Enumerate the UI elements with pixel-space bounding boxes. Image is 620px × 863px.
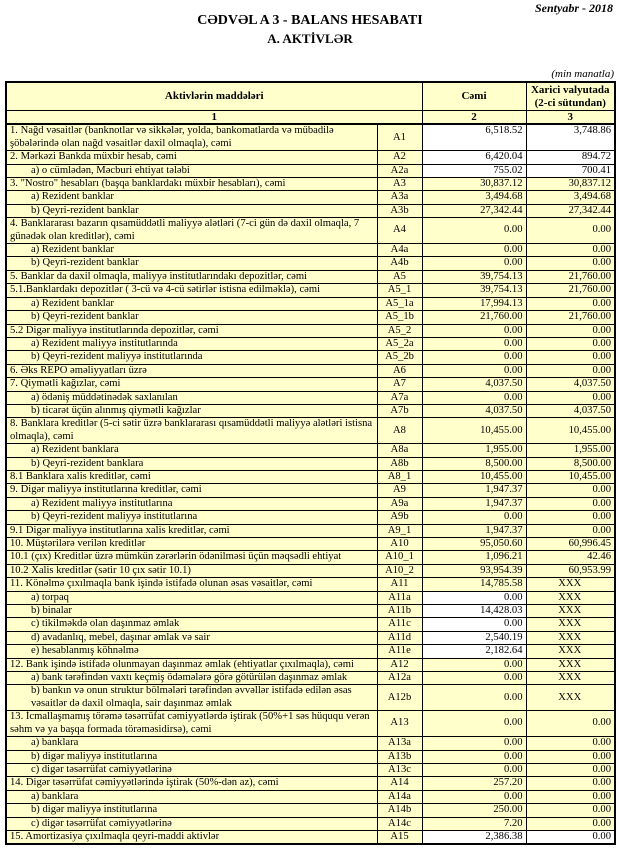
item-label-cell: 4. Banklararası bazarın qısamüddətli maliyyə alətləri (7-ci gün də daxil olmaqla, 7 günədək olan kreditlər), cəmi	[6, 218, 377, 244]
total-value-cell: 95,050.60	[422, 538, 526, 551]
table-row	[6, 551, 615, 564]
total-value-cell: 6,518.52	[422, 124, 526, 150]
total-value-cell: 2,386.38	[422, 830, 526, 844]
item-code-cell: A11	[377, 578, 422, 591]
item-code-cell: A13a	[377, 737, 422, 750]
item-label-cell: 3. "Nostro" hesabları (başqa banklardakı müxbir hesabları), cəmi	[6, 178, 377, 191]
table-row	[6, 830, 615, 844]
table-row	[6, 191, 615, 204]
foreign-value-cell: 0.00	[526, 218, 615, 244]
foreign-value-cell: 21,760.00	[526, 311, 615, 324]
foreign-value-cell: XXX	[526, 672, 615, 685]
item-code-cell: A7	[377, 378, 422, 391]
item-label-cell: b) digər maliyyə institutlarına	[6, 804, 377, 817]
header-foreign-label	[526, 82, 615, 111]
total-value-cell: 0.00	[422, 618, 526, 631]
foreign-value-cell: 10,455.00	[526, 418, 615, 444]
table-row	[6, 204, 615, 217]
foreign-value-cell: 0.00	[526, 804, 615, 817]
item-label-cell: 8.1 Banklara xalis kreditlər, cəmi	[6, 470, 377, 483]
item-code-cell: A14c	[377, 817, 422, 830]
item-label-cell: a) ödəniş müddətinədək saxlanılan	[6, 391, 377, 404]
table-row	[6, 364, 615, 377]
total-value-cell: 3,494.68	[422, 191, 526, 204]
item-label-cell: a) Rezident banklar	[6, 297, 377, 310]
item-label-cell: a) banklara	[6, 737, 377, 750]
item-code-cell: A10_1	[377, 551, 422, 564]
total-value-cell: 0.00	[422, 257, 526, 270]
table-row	[6, 672, 615, 685]
table-row	[6, 763, 615, 776]
item-label-cell: c) tikilməkdə olan daşınmaz əmlak	[6, 618, 377, 631]
total-value-cell: 0.00	[422, 790, 526, 803]
foreign-value-cell: XXX	[526, 605, 615, 618]
foreign-value-cell: 0.00	[526, 711, 615, 737]
item-label-cell: d) avadanlıq, mebel, daşınar əmlak və sair	[6, 631, 377, 644]
foreign-value-cell: 0.00	[526, 777, 615, 790]
foreign-value-cell: 1,955.00	[526, 444, 615, 457]
header-items-label: Aktivlərin maddələri	[6, 82, 422, 111]
item-code-cell: A4a	[377, 244, 422, 257]
item-code-cell: A8b	[377, 457, 422, 470]
total-value-cell: 250.00	[422, 804, 526, 817]
foreign-value-cell: 0.00	[526, 524, 615, 537]
item-label-cell: 2. Mərkəzi Bankda müxbir hesab, cəmi	[6, 151, 377, 164]
foreign-value-cell: XXX	[526, 645, 615, 658]
title-block	[0, 0, 620, 47]
table-row	[6, 244, 615, 257]
foreign-value-cell: 0.00	[526, 364, 615, 377]
total-value-cell: 14,428.03	[422, 605, 526, 618]
item-code-cell: A2	[377, 151, 422, 164]
item-code-cell: A11b	[377, 605, 422, 618]
table-row	[6, 444, 615, 457]
total-value-cell: 0.00	[422, 591, 526, 604]
item-label-cell: b) Qeyri-rezident banklar	[6, 204, 377, 217]
total-value-cell: 39,754.13	[422, 270, 526, 283]
foreign-value-cell: 4,037.50	[526, 378, 615, 391]
item-code-cell: A10	[377, 538, 422, 551]
table-row	[6, 218, 615, 244]
table-row	[6, 685, 615, 711]
total-value-cell: 8,500.00	[422, 457, 526, 470]
total-value-cell: 10,455.00	[422, 418, 526, 444]
item-code-cell: A4b	[377, 257, 422, 270]
item-label-cell: a) Rezident maliyyə institutlarına	[6, 497, 377, 510]
table-row	[6, 591, 615, 604]
foreign-value-cell: XXX	[526, 685, 615, 711]
item-code-cell: A12a	[377, 672, 422, 685]
foreign-value-cell: 0.00	[526, 790, 615, 803]
foreign-value-cell: 0.00	[526, 257, 615, 270]
item-label-cell: a) Rezident maliyyə institutlarında	[6, 337, 377, 350]
table-row	[6, 711, 615, 737]
item-code-cell: A5_2	[377, 324, 422, 337]
item-code-cell: A7b	[377, 404, 422, 417]
report-title: CƏDVƏL A 3 - BALANS HESABATI	[197, 13, 423, 28]
table-row	[6, 391, 615, 404]
foreign-value-cell: 700.41	[526, 164, 615, 177]
total-value-cell: 14,785.58	[422, 578, 526, 591]
table-row	[6, 777, 615, 790]
table-row	[6, 151, 615, 164]
item-code-cell: A8	[377, 418, 422, 444]
foreign-value-cell: 0.00	[526, 297, 615, 310]
report-subtitle: A. AKTİVLƏR	[267, 31, 353, 46]
foreign-value-cell: XXX	[526, 591, 615, 604]
total-value-cell: 1,947.37	[422, 524, 526, 537]
foreign-value-cell: 0.00	[526, 337, 615, 350]
table-row	[6, 790, 615, 803]
table-row	[6, 284, 615, 297]
item-code-cell: A7a	[377, 391, 422, 404]
total-value-cell: 0.00	[422, 218, 526, 244]
table-body	[6, 124, 615, 844]
column-number-foreign: 3	[526, 111, 615, 125]
item-label-cell: 9.1 Digər maliyyə institutlarına xalis kreditlər, cəmi	[6, 524, 377, 537]
foreign-value-cell: 30,837.12	[526, 178, 615, 191]
item-label-cell: 1. Nağd vəsaitlər (banknotlar və sikkələr, yolda, bankomatlarda və mübadilə şöbələrində olan nağd vəsaitlər daxil olmaqla), cəmi	[6, 124, 377, 150]
item-label-cell: a) Rezident banklar	[6, 244, 377, 257]
total-value-cell: 0.00	[422, 244, 526, 257]
header-foreign-line1: Xarici valyutada	[530, 84, 610, 97]
item-label-cell: b) Qeyri-rezident banklar	[6, 257, 377, 270]
table-row	[6, 817, 615, 830]
total-value-cell: 27,342.44	[422, 204, 526, 217]
table-row	[6, 631, 615, 644]
foreign-value-cell: 0.00	[526, 324, 615, 337]
item-label-cell: c) digər təsərrüfat cəmiyyətlərinə	[6, 817, 377, 830]
foreign-value-cell: 0.00	[526, 351, 615, 364]
table-row	[6, 658, 615, 671]
item-code-cell: A15	[377, 830, 422, 844]
item-code-cell: A10_2	[377, 564, 422, 577]
item-label-cell: e) hesablanmış köhnəlmə	[6, 645, 377, 658]
item-code-cell: A8_1	[377, 470, 422, 483]
foreign-value-cell: 0.00	[526, 511, 615, 524]
item-code-cell: A11d	[377, 631, 422, 644]
item-label-cell: a) bank tərəfindən vaxtı keçmiş ödəmələrə görə götürülən daşınmaz əmlak	[6, 672, 377, 685]
header-total-label: Cəmi	[422, 82, 526, 111]
unit-note: (min manatla)	[551, 68, 614, 80]
item-code-cell: A5_1b	[377, 311, 422, 324]
total-value-cell: 0.00	[422, 351, 526, 364]
foreign-value-cell: 3,494.68	[526, 191, 615, 204]
table-row	[6, 297, 615, 310]
item-code-cell: A12b	[377, 685, 422, 711]
item-label-cell: b) Qeyri-rezident maliyyə institutlarında	[6, 351, 377, 364]
table-row	[6, 645, 615, 658]
total-value-cell: 0.00	[422, 737, 526, 750]
item-label-cell: 5.1.Banklardakı depozitlər ( 3-cü və 4-cü sətirlər istisna edilməklə), cəmi	[6, 284, 377, 297]
item-label-cell: a) banklara	[6, 790, 377, 803]
column-number-row	[6, 111, 615, 125]
foreign-value-cell: 0.00	[526, 830, 615, 844]
item-label-cell: 5. Banklar da daxil olmaqla, maliyyə institutlarındakı depozitlər, cəmi	[6, 270, 377, 283]
total-value-cell: 2,182.64	[422, 645, 526, 658]
table-row	[6, 257, 615, 270]
item-label-cell: 13. İcmallaşmamış törəmə təsərrüfat cəmiyyətlərdə iştirak (50%+1 səs hüququ verən səhm və ya başqa formada törəməsidirsə), cəmi	[6, 711, 377, 737]
item-code-cell: A14a	[377, 790, 422, 803]
item-code-cell: A3	[377, 178, 422, 191]
item-code-cell: A2a	[377, 164, 422, 177]
total-value-cell: 0.00	[422, 658, 526, 671]
total-value-cell: 0.00	[422, 324, 526, 337]
total-value-cell: 6,420.04	[422, 151, 526, 164]
item-code-cell: A14b	[377, 804, 422, 817]
header-row	[6, 82, 615, 111]
total-value-cell: 4,037.50	[422, 404, 526, 417]
report-period: Sentyabr - 2018	[535, 1, 613, 15]
foreign-value-cell: 60,953.99	[526, 564, 615, 577]
item-label-cell: 10. Müştərilərə verilən kreditlər	[6, 538, 377, 551]
item-code-cell: A14	[377, 777, 422, 790]
foreign-value-cell: XXX	[526, 618, 615, 631]
foreign-value-cell: 21,760.00	[526, 270, 615, 283]
foreign-value-cell: 894.72	[526, 151, 615, 164]
item-code-cell: A6	[377, 364, 422, 377]
item-label-cell: a) Rezident banklara	[6, 444, 377, 457]
total-value-cell: 30,837.12	[422, 178, 526, 191]
total-value-cell: 755.02	[422, 164, 526, 177]
item-code-cell: A9b	[377, 511, 422, 524]
item-label-cell: a) torpaq	[6, 591, 377, 604]
foreign-value-cell: 4,037.50	[526, 404, 615, 417]
total-value-cell: 0.00	[422, 750, 526, 763]
foreign-value-cell: XXX	[526, 631, 615, 644]
item-label-cell: c) digər təsərrüfat cəmiyyətlərinə	[6, 763, 377, 776]
foreign-value-cell: 0.00	[526, 737, 615, 750]
item-label-cell: b) Qeyri-rezident maliyyə institutlarına	[6, 511, 377, 524]
total-value-cell: 39,754.13	[422, 284, 526, 297]
item-label-cell: 6. Əks REPO əməliyyatları üzrə	[6, 364, 377, 377]
table-row	[6, 538, 615, 551]
total-value-cell: 0.00	[422, 364, 526, 377]
foreign-value-cell: 0.00	[526, 763, 615, 776]
item-label-cell: 15. Amortizasiya çıxılmaqla qeyri-maddi aktivlər	[6, 830, 377, 844]
foreign-value-cell: 10,455.00	[526, 470, 615, 483]
table-row	[6, 311, 615, 324]
item-label-cell: a) o cümlədən, Məcburi ehtiyat tələbi	[6, 164, 377, 177]
table-row	[6, 605, 615, 618]
total-value-cell: 0.00	[422, 391, 526, 404]
table-row	[6, 164, 615, 177]
item-code-cell: A3a	[377, 191, 422, 204]
item-code-cell: A8a	[377, 444, 422, 457]
total-value-cell: 1,947.37	[422, 497, 526, 510]
total-value-cell: 2,540.19	[422, 631, 526, 644]
table-header	[6, 82, 615, 124]
total-value-cell: 10,455.00	[422, 470, 526, 483]
foreign-value-cell: 60,996.45	[526, 538, 615, 551]
foreign-value-cell: 0.00	[526, 484, 615, 497]
table-row	[6, 124, 615, 150]
item-label-cell: 7. Qiymətli kağızlar, cəmi	[6, 378, 377, 391]
table-row	[6, 378, 615, 391]
table-row	[6, 484, 615, 497]
item-label-cell: 10.2 Xalis kreditlər (sətir 10 çıx sətir 10.1)	[6, 564, 377, 577]
foreign-value-cell: 0.00	[526, 750, 615, 763]
foreign-value-cell: 21,760.00	[526, 284, 615, 297]
item-code-cell: A12	[377, 658, 422, 671]
balance-sheet-table	[5, 81, 616, 845]
table-row	[6, 324, 615, 337]
foreign-value-cell: XXX	[526, 658, 615, 671]
table-row	[6, 404, 615, 417]
foreign-value-cell: 0.00	[526, 244, 615, 257]
item-label-cell: b) binalar	[6, 605, 377, 618]
total-value-cell: 0.00	[422, 337, 526, 350]
item-code-cell: A9	[377, 484, 422, 497]
total-value-cell: 4,037.50	[422, 378, 526, 391]
item-code-cell: A5_1	[377, 284, 422, 297]
item-code-cell: A11a	[377, 591, 422, 604]
column-number-items: 1	[6, 111, 422, 125]
table-row	[6, 737, 615, 750]
table-row	[6, 524, 615, 537]
table-row	[6, 457, 615, 470]
total-value-cell: 0.00	[422, 672, 526, 685]
table-row	[6, 804, 615, 817]
item-code-cell: A11c	[377, 618, 422, 631]
table-row	[6, 497, 615, 510]
table-row	[6, 511, 615, 524]
table-row	[6, 418, 615, 444]
total-value-cell: 1,947.37	[422, 484, 526, 497]
table-row	[6, 618, 615, 631]
item-code-cell: A13c	[377, 763, 422, 776]
foreign-value-cell: 27,342.44	[526, 204, 615, 217]
item-code-cell: A5_2b	[377, 351, 422, 364]
item-code-cell: A11e	[377, 645, 422, 658]
total-value-cell: 17,994.13	[422, 297, 526, 310]
total-value-cell: 21,760.00	[422, 311, 526, 324]
column-number-total: 2	[422, 111, 526, 125]
table-row	[6, 351, 615, 364]
total-value-cell: 7.20	[422, 817, 526, 830]
item-code-cell: A5	[377, 270, 422, 283]
item-label-cell: 14. Digər təsərrüfat cəmiyyətlərində iştirak (50%-dən az), cəmi	[6, 777, 377, 790]
total-value-cell: 93,954.39	[422, 564, 526, 577]
item-code-cell: A3b	[377, 204, 422, 217]
item-label-cell: 12. Bank işində istifadə olunmayan daşınmaz əmlak (ehtiyatlar çıxılmaqla), cəmi	[6, 658, 377, 671]
foreign-value-cell: 0.00	[526, 497, 615, 510]
item-label-cell: b) bankın və onun struktur bölmələri tərəfindən əvvəllər istifadə edilən əsas vəsaitlər də daxil olmaqla, sair daşınmaz əmlak	[6, 685, 377, 711]
item-label-cell: 10.1 (çıx) Kreditlər üzrə mümkün zərərlərin ödənilməsi üçün məqsədli ehtiyat	[6, 551, 377, 564]
table-row	[6, 564, 615, 577]
item-code-cell: A9_1	[377, 524, 422, 537]
item-label-cell: 5.2 Digər maliyyə institutlarında depozitlər, cəmi	[6, 324, 377, 337]
total-value-cell: 0.00	[422, 763, 526, 776]
total-value-cell: 0.00	[422, 711, 526, 737]
header-foreign-line2: (2-ci sütundan)	[534, 96, 606, 109]
foreign-value-cell: 3,748.86	[526, 124, 615, 150]
item-code-cell: A9a	[377, 497, 422, 510]
item-code-cell: A13b	[377, 750, 422, 763]
item-label-cell: b) digər maliyyə institutlarına	[6, 750, 377, 763]
table-row	[6, 578, 615, 591]
foreign-value-cell: XXX	[526, 578, 615, 591]
item-label-cell: b) Qeyri-rezident banklara	[6, 457, 377, 470]
item-label-cell: 11. Könəlmə çıxılmaqla bank işində istifadə olunan əsas vəsaitlər, cəmi	[6, 578, 377, 591]
table-row	[6, 470, 615, 483]
table-row	[6, 178, 615, 191]
table-row	[6, 750, 615, 763]
item-code-cell: A5_1a	[377, 297, 422, 310]
item-label-cell: 9. Digər maliyyə institutlarına kreditlər, cəmi	[6, 484, 377, 497]
total-value-cell: 257.20	[422, 777, 526, 790]
table-row	[6, 270, 615, 283]
item-code-cell: A5_2a	[377, 337, 422, 350]
total-value-cell: 1,955.00	[422, 444, 526, 457]
foreign-value-cell: 0.00	[526, 817, 615, 830]
total-value-cell: 0.00	[422, 511, 526, 524]
foreign-value-cell: 8,500.00	[526, 457, 615, 470]
item-code-cell: A13	[377, 711, 422, 737]
item-label-cell: b) ticarət üçün alınmış qiymətli kağızlar	[6, 404, 377, 417]
item-code-cell: A1	[377, 124, 422, 150]
total-value-cell: 0.00	[422, 685, 526, 711]
item-label-cell: b) Qeyri-rezident banklar	[6, 311, 377, 324]
item-label-cell: a) Rezident banklar	[6, 191, 377, 204]
total-value-cell: 1,096.21	[422, 551, 526, 564]
item-code-cell: A4	[377, 218, 422, 244]
table-row	[6, 337, 615, 350]
foreign-value-cell: 42.46	[526, 551, 615, 564]
foreign-value-cell: 0.00	[526, 391, 615, 404]
item-label-cell: 8. Banklara kreditlər (5-ci sətir üzrə banklararası qısamüddətli maliyyə alətləri istisna olmaqla), cəmi	[6, 418, 377, 444]
